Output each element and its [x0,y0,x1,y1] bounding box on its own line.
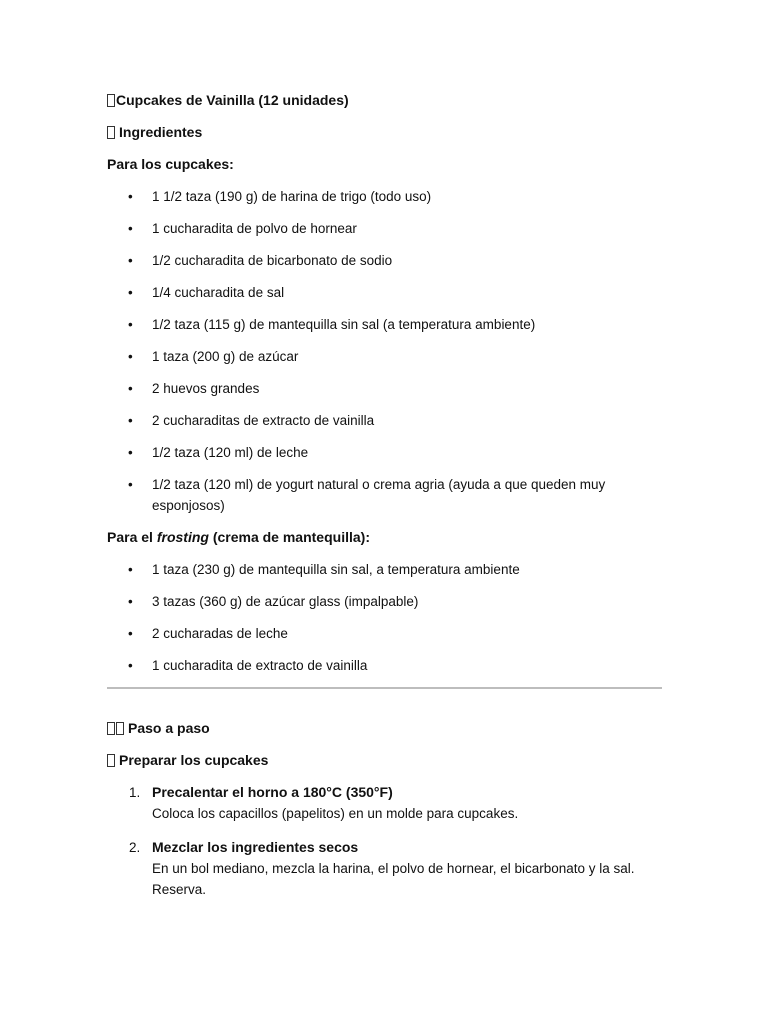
list-item: • 1/2 taza (115 g) de mantequilla sin sal (a temperatura ambiente) [107,314,662,335]
list-item: • 1 taza (200 g) de azúcar [107,346,662,367]
prepare-heading-text: Preparar los cupcakes [119,752,269,768]
step-title: Precalentar el horno a 180°C (350°F) [152,784,393,800]
frosting-heading-prefix: Para el [107,529,157,545]
ingredients-heading-text: Ingredientes [119,124,203,140]
frosting-subheading [107,527,662,548]
list-item: • 1/2 cucharadita de bicarbonato de sodio [107,250,662,271]
frosting-ingredient-list [107,559,662,676]
cook-icon [107,722,115,735]
step-item [107,837,662,900]
recipe-content [107,90,662,913]
step-number: 1. [129,785,141,800]
steps-list [107,782,662,900]
list-item: • 1 1/2 taza (190 g) de harina de trigo (todo uso) [107,186,662,207]
ingredients-icon [107,126,115,139]
frosting-heading-suffix: (crema de mantequilla): [208,529,370,545]
list-item: • 1 taza (230 g) de mantequilla sin sal, a temperatura ambiente [107,559,662,580]
recipe-title-text: Cupcakes de Vainilla (12 unidades) [116,92,349,108]
list-item: • 3 tazas (360 g) de azúcar glass (impalpable) [107,591,662,612]
section-divider [107,687,662,689]
cook-icon-modifier [116,722,124,735]
list-item: • 1/2 taza (120 ml) de leche [107,442,662,463]
cupcake-ingredient-list [107,186,662,516]
prepare-icon [107,754,115,767]
prepare-heading [107,750,662,771]
step-number: 2. [129,840,141,855]
cupcake-icon [107,94,115,107]
frosting-heading-emphasis: frosting [156,529,209,545]
list-item: • 1 cucharadita de polvo de hornear [107,218,662,239]
step-title: Mezclar los ingredientes secos [152,839,359,855]
list-item: • 2 cucharadas de leche [107,623,662,644]
step-text: En un bol mediano, mezcla la harina, el polvo de hornear, el bicarbonato y la sal. Reserva. [152,861,635,897]
recipe-title [107,90,662,111]
list-item: • 2 huevos grandes [107,378,662,399]
step-text: Coloca los capacillos (papelitos) en un molde para cupcakes. [152,806,519,821]
steps-heading-text: Paso a paso [128,720,210,736]
list-item: • 1/2 taza (120 ml) de yogurt natural o crema agria (ayuda a que queden muy esponjosos) [107,474,662,516]
list-item: • 1 cucharadita de extracto de vainilla [107,655,662,676]
list-item: • 1/4 cucharadita de sal [107,282,662,303]
list-item: • 2 cucharaditas de extracto de vainilla [107,410,662,431]
cupcakes-subheading: Para los cupcakes: [107,156,234,172]
steps-heading [107,718,662,739]
ingredients-heading [107,122,662,143]
step-item [107,782,662,824]
